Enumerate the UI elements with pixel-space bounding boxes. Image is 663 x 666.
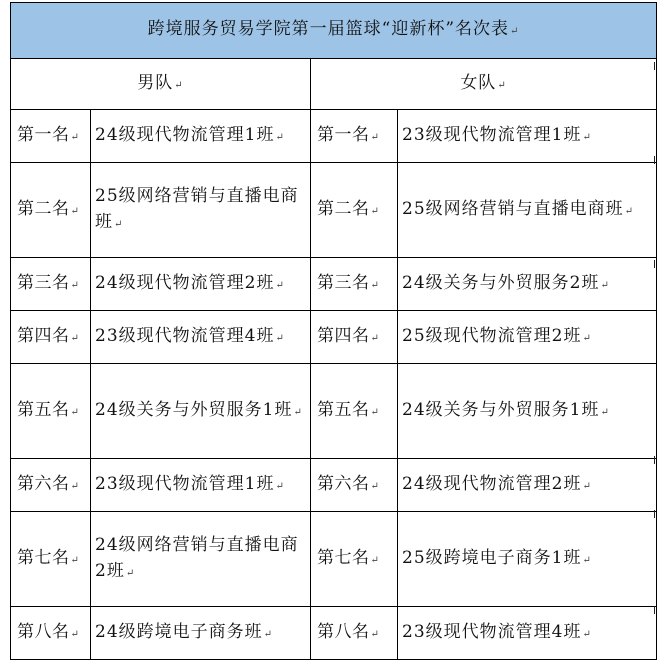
women-team-header: 女队↵ bbox=[311, 59, 657, 110]
end-of-row-marker bbox=[654, 156, 661, 164]
men-team-cell: 24级网络营销与直播电商2班↵ bbox=[91, 512, 311, 607]
men-team-cell: 24级现代物流管理2班↵ bbox=[91, 258, 311, 311]
table-title: 跨境服务贸易学院第一届篮球“迎新杯”名次表 bbox=[147, 19, 510, 39]
men-team-cell: 25级网络营销与直播电商班↵ bbox=[91, 163, 311, 258]
men-rank-cell: 第一名↵ bbox=[11, 110, 91, 163]
men-rank-cell: 第八名↵ bbox=[11, 607, 91, 660]
end-of-row-marker bbox=[654, 510, 661, 518]
women-team-cell: 23级现代物流管理4班↵ bbox=[398, 607, 657, 660]
men-team-cell: 24级跨境电子商务班↵ bbox=[91, 607, 311, 660]
men-rank-cell: 第七名↵ bbox=[11, 512, 91, 607]
table-row bbox=[11, 512, 657, 607]
men-team-cell: 24级关务与外贸服务1班↵ bbox=[91, 364, 311, 459]
men-rank-cell: 第二名↵ bbox=[11, 163, 91, 258]
women-rank-cell: 第四名↵ bbox=[311, 311, 398, 364]
table-row bbox=[11, 163, 657, 258]
end-of-row-marker bbox=[654, 606, 661, 614]
men-rank-cell: 第三名↵ bbox=[11, 258, 91, 311]
women-team-cell: 24级关务与外贸服务2班↵ bbox=[398, 258, 657, 311]
women-rank-cell: 第三名↵ bbox=[311, 258, 398, 311]
end-of-row-marker bbox=[654, 456, 661, 464]
women-rank-cell: 第二名↵ bbox=[311, 163, 398, 258]
men-team-cell: 23级现代物流管理1班↵ bbox=[91, 459, 311, 512]
women-rank-cell: 第六名↵ bbox=[311, 459, 398, 512]
men-team-cell: 23级现代物流管理4班↵ bbox=[91, 311, 311, 364]
paragraph-mark: ↵ bbox=[174, 79, 184, 91]
men-rank-cell: 第五名↵ bbox=[11, 364, 91, 459]
table-row bbox=[11, 311, 657, 364]
women-team-cell: 24级现代物流管理2班↵ bbox=[398, 459, 657, 512]
women-rank-cell: 第八名↵ bbox=[311, 607, 398, 660]
men-rank-cell: 第六名↵ bbox=[11, 459, 91, 512]
women-team-cell: 25级网络营销与直播电商班↵ bbox=[398, 163, 657, 258]
end-of-row-marker bbox=[654, 260, 661, 268]
paragraph-mark: ↵ bbox=[497, 79, 507, 91]
header-row bbox=[11, 59, 657, 110]
table-row bbox=[11, 258, 657, 311]
men-team-cell: 24级现代物流管理1班↵ bbox=[91, 110, 311, 163]
end-of-row-marker bbox=[654, 62, 661, 70]
paragraph-mark: ↵ bbox=[510, 26, 520, 37]
title-row bbox=[11, 3, 657, 59]
men-team-header: 男队↵ bbox=[11, 59, 311, 110]
women-team-cell: 23级现代物流管理1班↵ bbox=[398, 110, 657, 163]
table-row bbox=[11, 364, 657, 459]
table-row bbox=[11, 110, 657, 163]
table-row bbox=[11, 459, 657, 512]
women-rank-cell: 第五名↵ bbox=[311, 364, 398, 459]
ranking-table bbox=[10, 2, 657, 660]
women-team-cell: 25级跨境电子商务1班↵ bbox=[398, 512, 657, 607]
women-rank-cell: 第一名↵ bbox=[311, 110, 398, 163]
table-row bbox=[11, 607, 657, 660]
women-team-cell: 24级关务与外贸服务1班↵ bbox=[398, 364, 657, 459]
women-team-cell: 25级现代物流管理2班↵ bbox=[398, 311, 657, 364]
women-rank-cell: 第七名↵ bbox=[311, 512, 398, 607]
table-title-cell bbox=[11, 3, 657, 59]
men-rank-cell: 第四名↵ bbox=[11, 311, 91, 364]
